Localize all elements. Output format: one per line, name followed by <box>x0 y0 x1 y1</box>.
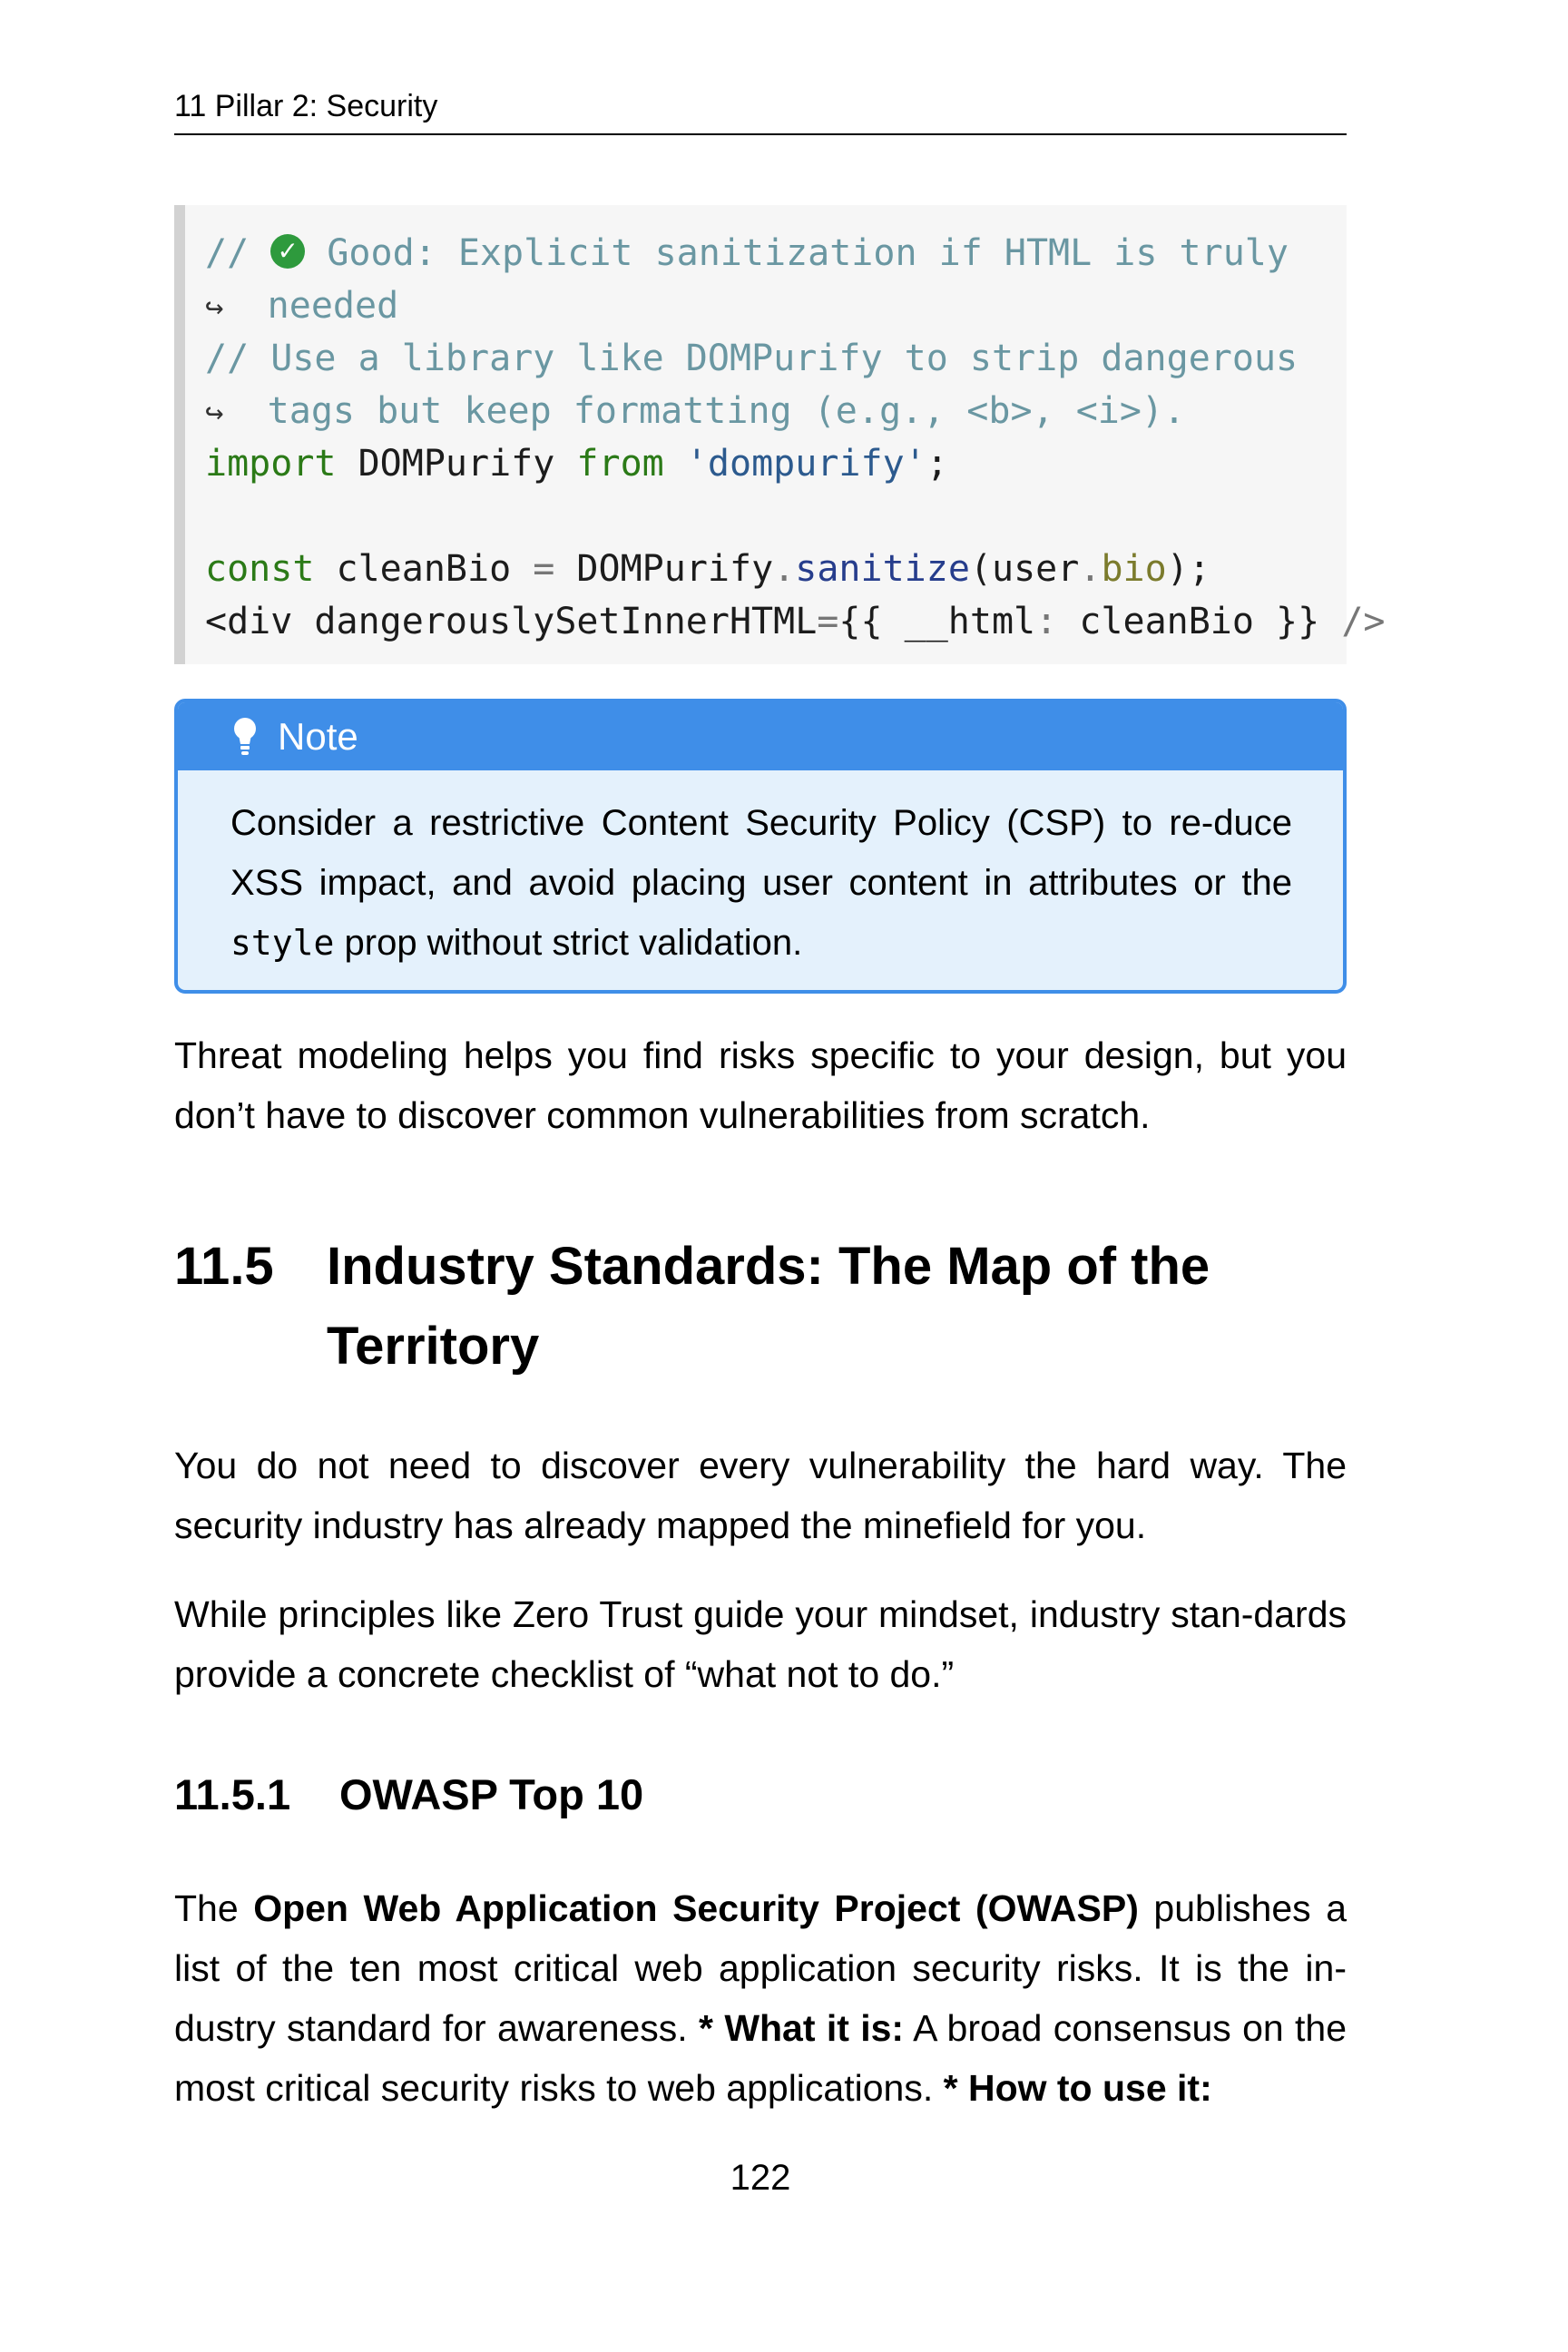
code-line-4 <box>205 385 1185 439</box>
page-number: 122 <box>730 2158 791 2198</box>
owasp-bold: Open Web Application Security Project (OWASP) <box>253 1887 1139 1929</box>
section-number: 11.5 <box>174 1237 274 1296</box>
code-function: sanitize <box>795 548 970 590</box>
code-operator: : <box>1035 601 1058 642</box>
code-operator: . <box>1079 548 1102 590</box>
code-operator: /> <box>1341 601 1386 642</box>
code-punct: ); <box>1166 548 1210 590</box>
note-title: Note <box>278 715 358 758</box>
code-operator: = <box>533 548 555 590</box>
code-line-5 <box>205 437 948 490</box>
paragraph-owasp <box>174 1878 1347 2118</box>
code-operator: . <box>773 548 796 590</box>
lightbulb-icon <box>232 717 258 757</box>
owasp-text: publishes a list of the ten most critical web application security risks. It is the in-dustry standard for awareness. <box>174 1887 1347 2049</box>
owasp-bold: * What it is: <box>699 2007 905 2049</box>
note-body <box>230 793 1292 973</box>
code-comment: Good: Explicit sanitization if HTML is truly <box>305 232 1289 274</box>
code-identifier: cleanBio <box>314 548 534 590</box>
paragraph-intro-1: You do not need to discover every vulnerability the hard way. The security industry has already mapped the minefield for you. <box>174 1445 1347 1546</box>
check-mark-icon: ✓ <box>270 234 305 269</box>
code-jsx: <div dangerouslySetInnerHTML <box>205 601 818 642</box>
code-line-7 <box>205 595 1385 648</box>
code-jsx: cleanBio }} <box>1057 601 1342 642</box>
section-title: Industry Standards: The Map of the Territory <box>327 1237 1210 1376</box>
running-header: 11 Pillar 2: Security <box>174 89 1347 135</box>
code-jsx: {{ __html <box>838 601 1036 642</box>
subsection-heading <box>174 1765 644 1825</box>
code-identifier: DOMPurify <box>554 548 774 590</box>
owasp-bold: * How to use it: <box>943 2067 1212 2109</box>
code-identifier: (user <box>969 548 1080 590</box>
code-keyword: import <box>205 443 337 485</box>
code-operator: = <box>817 601 839 642</box>
code-line-1 <box>205 227 1289 279</box>
code-comment: needed <box>267 285 399 327</box>
subsection-title: OWASP Top 10 <box>339 1770 644 1818</box>
note-header <box>178 702 1343 770</box>
code-line-6 <box>205 543 1210 595</box>
code-keyword: const <box>205 548 315 590</box>
line-wrap-icon: ↪ <box>205 395 224 431</box>
code-keyword: from <box>576 443 664 485</box>
subsection-number: 11.5.1 <box>174 1770 291 1818</box>
code-comment: tags but keep formatting (e.g., <b>, <i>). <box>267 390 1186 432</box>
code-comment: // Use a library like DOMPurify to strip dangerous <box>205 338 1298 379</box>
code-line-2 <box>205 279 398 334</box>
note-code: style <box>230 923 335 963</box>
paragraph-intro-2: While principles like Zero Trust guide your mindset, industry stan-dards provide a concrete checklist of “what not to do.” <box>174 1593 1347 1695</box>
code-identifier: DOMPurify <box>336 443 577 485</box>
code-punct: ; <box>926 443 948 485</box>
note-text: Consider a restrictive Content Security Policy (CSP) to re-duce XSS impact, and avoid placing user content in attributes or the <box>230 803 1292 903</box>
code-line-3 <box>205 332 1298 385</box>
code-string: 'dompurify' <box>685 443 926 485</box>
owasp-text: The <box>174 1887 254 1929</box>
note-text: prop without strict validation. <box>334 923 803 963</box>
note-callout <box>174 699 1347 994</box>
code-property: bio <box>1101 548 1167 590</box>
paragraph-threat-modeling: Threat modeling helps you find risks specific to your design, but you don’t have to discover common vulnerabilities from scratch. <box>174 1034 1347 1136</box>
owasp-text: A broad consensus on the most critical security risks to web applications. <box>174 2007 1347 2109</box>
code-comment: // <box>205 232 271 274</box>
line-wrap-icon: ↪ <box>205 289 224 326</box>
code-block <box>174 205 1386 664</box>
code-space <box>664 443 686 485</box>
